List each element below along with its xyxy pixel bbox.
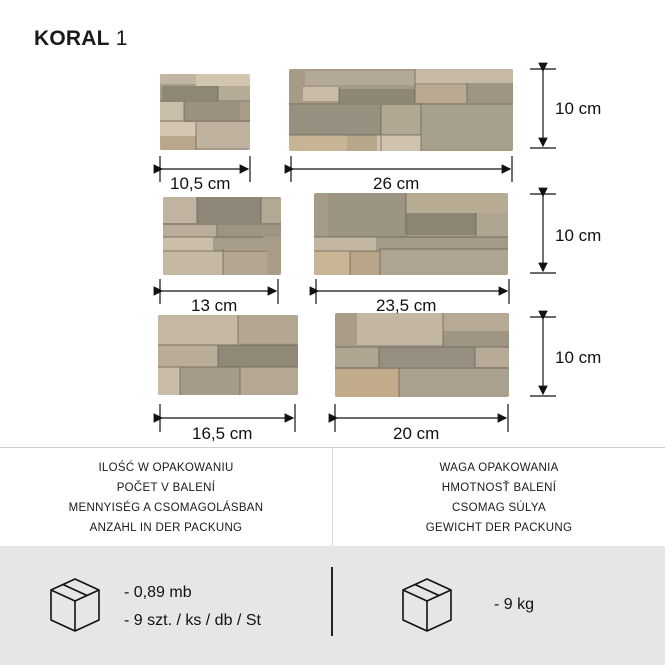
quantity-label-cs: POČET V BALENÍ (116, 482, 216, 494)
box-icon (400, 576, 454, 634)
width-label-row1-left: 10,5 cm (170, 174, 231, 193)
box-icon (48, 576, 102, 634)
weight-label-cs: HMOTNOSŤ BALENÍ (441, 482, 557, 494)
weight-labels (333, 458, 665, 538)
bottom-separator (331, 567, 333, 636)
product-number: 1 (115, 27, 128, 50)
quantity-label-de: ANZAHL IN DER PACKUNG (89, 522, 243, 534)
width-label-row2-right: 23,5 cm (376, 296, 437, 315)
quantity-label-pl: ILOŚĆ W OPAKOWANIU (98, 462, 234, 474)
weight-label-pl: WAGA OPAKOWANIA (439, 462, 559, 474)
weight-value: - 9 kg (494, 596, 535, 613)
weight-label-de: GEWICHT DER PACKUNG (425, 522, 573, 534)
height-label-row1: 10 cm (555, 99, 602, 118)
height-label-row2: 10 cm (555, 226, 602, 245)
product-name: KORAL (34, 27, 110, 50)
quantity-label-hu: MENNYISÉG A CSOMAGOLÁSBAN (68, 502, 264, 514)
height-label-row3: 10 cm (555, 348, 602, 367)
quantity-value-length: - 0,89 mb (124, 584, 192, 601)
width-label-row1-right: 26 cm (373, 174, 420, 193)
width-label-row3-right: 20 cm (393, 424, 440, 443)
weight-label-hu: CSOMAG SÚLYA (452, 502, 546, 514)
width-label-row3-left: 16,5 cm (192, 424, 253, 443)
quantity-value-pieces: - 9 szt. / ks / db / St (124, 612, 261, 629)
quantity-labels (0, 458, 332, 538)
width-label-row2-left: 13 cm (191, 296, 238, 315)
